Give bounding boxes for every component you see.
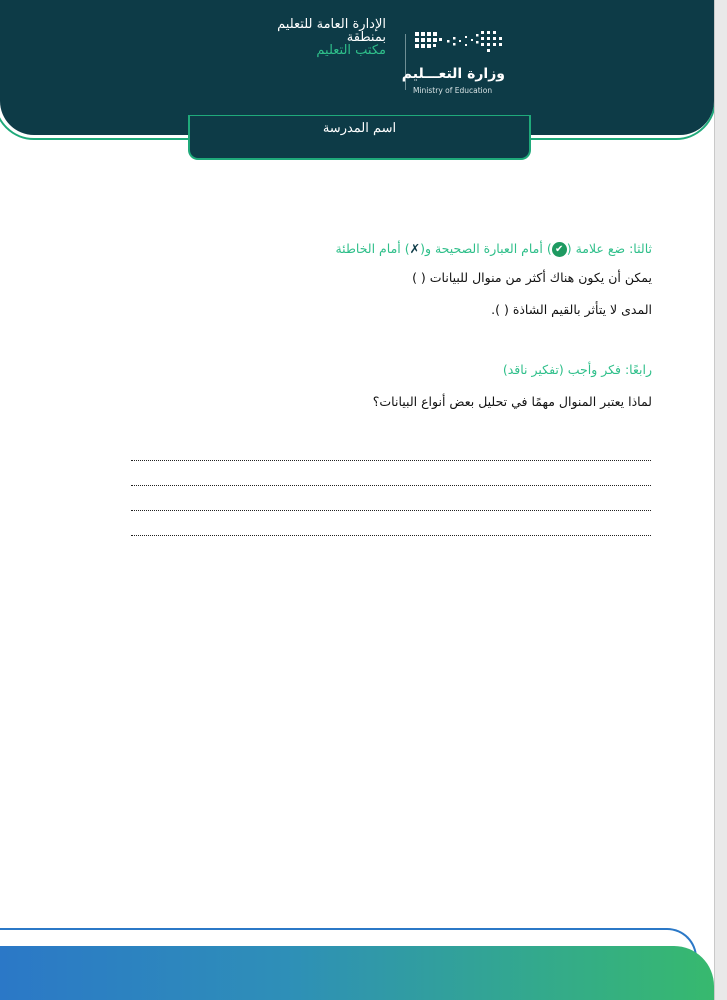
answer-line[interactable] (131, 510, 651, 511)
statement-1: يمكن أن يكون هناك أكثر من منوال للبيانات ( ) (412, 270, 652, 285)
ministry-name-arabic: وزارة التعـــليم (401, 66, 505, 82)
ministry-name-english: Ministry of Education (413, 86, 493, 95)
section3-heading-prefix: ثالثا: ضع علامة ( (566, 241, 652, 256)
statement-2: المدى لا يتأثر بالقيم الشاذة ( ). (491, 302, 652, 317)
section4-question: لماذا يعتبر المنوال مهمًا في تحليل بعض أنواع البيانات؟ (372, 394, 652, 409)
org-line-office: مكتب التعليم (316, 43, 386, 58)
page-edge-scrollbar[interactable] (714, 0, 727, 1000)
ministry-logo (401, 28, 513, 98)
page-footer (0, 946, 714, 1000)
org-line-directorate: الإدارة العامة للتعليم (277, 17, 386, 32)
section3-heading (52, 238, 652, 257)
section3-heading-suffix: ) أمام الخاطئة (335, 241, 410, 256)
section3-heading-mid: ) أمام العبارة الصحيحة و( (420, 241, 552, 256)
answer-line[interactable] (131, 485, 651, 486)
organization-block (277, 18, 386, 57)
x-mark-icon: ✗ (409, 241, 421, 256)
check-icon: ✔ (552, 242, 567, 257)
school-name-tab (188, 115, 531, 160)
org-line-region: بمنطقة (346, 30, 386, 45)
ministry-logo-icon (413, 28, 505, 62)
answer-line[interactable] (131, 460, 651, 461)
school-name-label: اسم المدرسة (322, 121, 397, 136)
section4-heading: رابعًا: فكر وأجب (تفكير ناقد) (502, 362, 652, 377)
answer-line[interactable] (131, 535, 651, 536)
